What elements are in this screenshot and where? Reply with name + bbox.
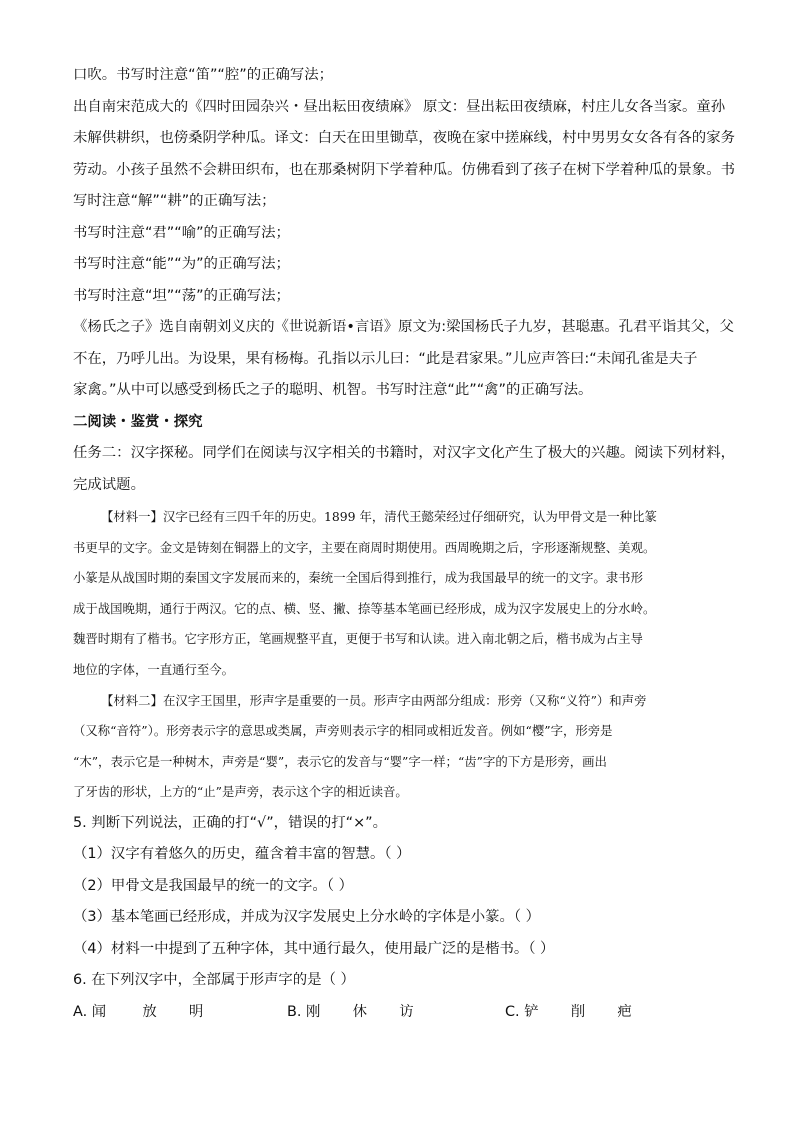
judgement-item: （4）材料一中提到了五种字体，其中通行最久，使用最广泛的是楷书。（ ） [73, 940, 555, 957]
text-line: 完成试题。 [73, 476, 145, 493]
text-line: 劳动。小孩子虽然不会耕田织布，也在那桑树阴下学着种瓜。仿佛看到了孩子在树下学着种瓜的景象。书 [73, 161, 735, 178]
document-page [73, 60, 735, 1028]
material-line: 书更早的文字。金文是铸刻在铜器上的文字，主要在商周时期使用。西周晚期之后，字形逐渐规整、美观。 [73, 539, 656, 555]
material-line: 【材料二】在汉字王国里，形声字是重要的一员。形声字由两部分组成：形旁（又称“义符”）和声旁 [101, 692, 647, 708]
material-line: “木”，表示它是一种树木，声旁是“婴”，表示它的发音与“婴”字一样；“齿”字的下方是形旁，画出 [73, 753, 607, 769]
material-line: 魏晋时期有了楷书。它字形方正，笔画规整平直，更便于书写和认读。进入南北朝之后，楷书成为占主导 [73, 631, 643, 647]
text-line: 任务二：汉字探秘。同学们在阅读与汉字相关的书籍时，对汉字文化产生了极大的兴趣。阅读下列材料， [73, 445, 735, 461]
choice-c [505, 997, 632, 1029]
judgement-item: （1）汉字有着悠久的历史，蕴含着丰富的智慧。（ ） [73, 846, 411, 863]
question-6 [73, 965, 723, 1028]
text-line: 不在，乃呼儿出。为设果，果有杨梅。孔指以示儿曰：“此是君家果。”儿应声答曰:“未闻孔雀是夫子 [73, 350, 698, 367]
text-line: 家禽。”从中可以感受到杨氏之子的聪明、机智。书写时注意“此”“禽”的正确写法。 [73, 382, 593, 398]
text-line: 书写时注意“能”“为”的正确写法； [73, 256, 290, 272]
choice-char: 刚 [306, 1003, 321, 1020]
answer-explanation-block [73, 60, 735, 407]
material-line: 小篆是从战国时期的秦国文字发展而来的，秦统一全国后得到推行，成为我国最早的统一的文字。隶书形 [73, 570, 643, 586]
text-line: 口吹。书写时注意“笛”“腔”的正确写法； [73, 67, 334, 83]
text-line: 未解供耕织，也傍桑阴学种瓜。译文：白天在田里锄草，夜晚在家中搓麻线，村中男男女女各有各的家务 [73, 130, 735, 146]
question-5 [73, 808, 723, 966]
text-line: 写时注意“解”“耕”的正确写法； [73, 193, 276, 209]
choice-char: 休 [352, 1003, 368, 1020]
material-line: 成于战国晚期，通行于两汉。它的点、横、竖、撇、捺等基本笔画已经形成，成为汉字发展史上的分水岭。 [73, 600, 656, 616]
judgement-item: （2）甲骨文是我国最早的统一的文字。（ ） [73, 877, 353, 894]
judgement-item: （3）基本笔画已经形成，并成为汉字发展史上分水岭的字体是小篆。（ ） [73, 909, 541, 926]
text-line: 书写时注意“君”“喻”的正确写法； [73, 224, 290, 241]
question-stem: 6. 在下列汉字中，全部属于形声字的是（ ） [73, 972, 355, 989]
choice-label: B. [287, 1003, 302, 1020]
choice-char: 闻 [91, 1003, 107, 1020]
text-line: 书写时注意“坦”“荡”的正确写法； [73, 287, 290, 304]
material-line: 了牙齿的形状，上方的“止”是声旁，表示这个字的相近读音。 [73, 784, 408, 800]
material-line: 地位的字体，一直通行至今。 [73, 661, 235, 677]
task-intro [73, 438, 735, 501]
choice-char: 疤 [617, 1003, 632, 1020]
material-two [73, 686, 723, 808]
answer-choices [73, 997, 723, 1029]
material-one [73, 502, 723, 686]
section-title: 二阅读・鉴赏・探究 [73, 413, 203, 430]
choice-char: 铲 [524, 1003, 539, 1020]
question-stem: 5. 判断下列说法，正确的打“√”，错误的打“×”。 [73, 814, 387, 831]
choice-char: 削 [570, 1003, 586, 1020]
choice-char: 放 [142, 1003, 157, 1020]
choice-char: 明 [188, 1003, 204, 1020]
choice-label: C. [505, 1003, 520, 1020]
text-line: 《杨氏之子》选自南朝刘义庆的《世说新语•言语》原文为:梁国杨氏子九岁，甚聪惠。孔君平诣其父，父 [73, 319, 734, 335]
choice-b [287, 997, 414, 1029]
choice-a [73, 997, 203, 1029]
choice-char: 访 [399, 1003, 414, 1020]
material-line: （又称“音符”）。形旁表示字的意思或类属，声旁则表示字的相同或相近发音。例如“樱”字，形旁是 [73, 723, 613, 739]
choice-label: A. [73, 1003, 88, 1020]
text-line: 出自南宋范成大的《四时田园杂兴・昼出耘田夜绩麻》 原文：昼出耘田夜绩麻，村庄儿女各当家。童孙 [73, 98, 726, 115]
material-line: 【材料一】汉字已经有三四千年的历史。1899 年，清代王懿荣经过仔细研究，认为甲骨文是一种比篆 [101, 509, 657, 524]
